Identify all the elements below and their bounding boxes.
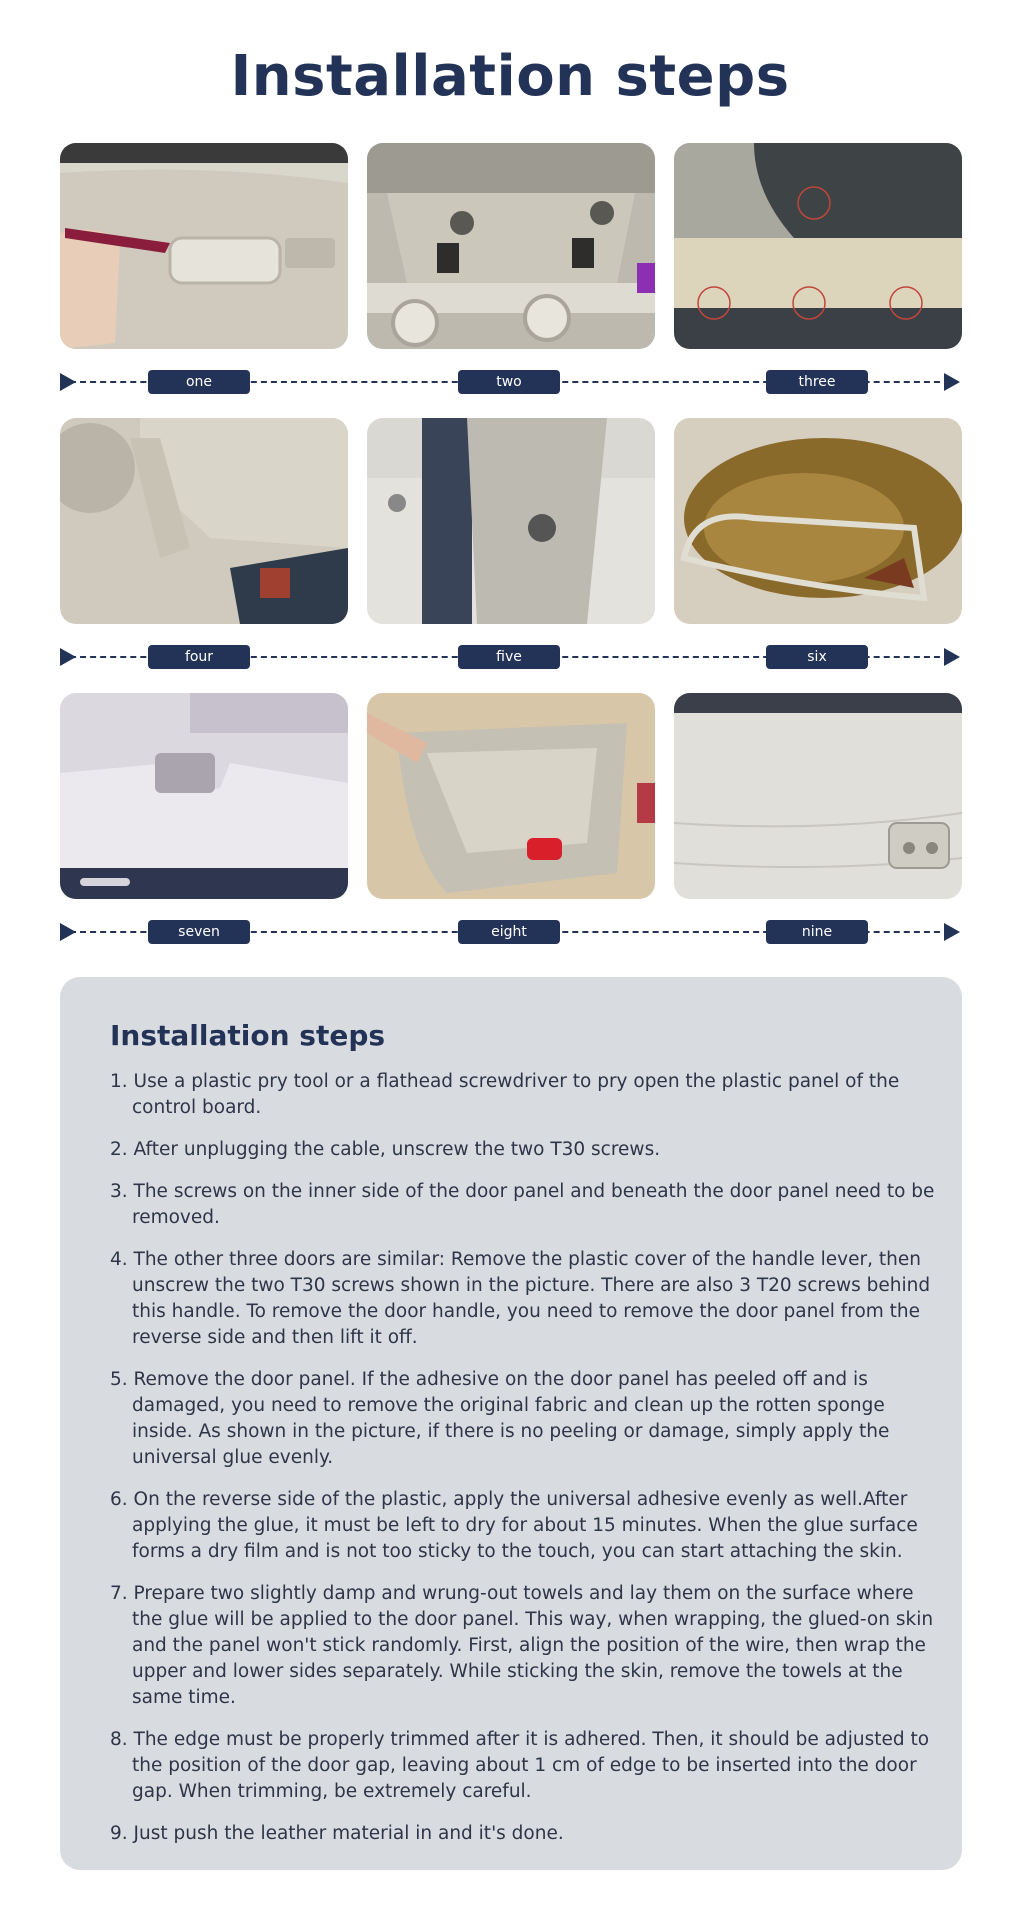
arrow-start-icon <box>60 373 76 391</box>
photo-step-five <box>367 418 655 624</box>
photo-row-3 <box>60 693 962 899</box>
step-item: 4. The other three doors are similar: Remove the plastic cover of the handle lever, then unscrew the two T30 screws shown in the picture. There are also 3 T20 screws behind this handle. To remove the door handle, you need to remove the door panel from the reverse side and then lift it off. <box>110 1249 931 1348</box>
step-label-two: two <box>458 370 560 394</box>
step-label-six: six <box>766 645 868 669</box>
step-label-one: one <box>148 370 250 394</box>
timeline-row-1 <box>60 368 960 396</box>
page-title: Installation steps <box>230 44 790 109</box>
photo-step-two <box>367 143 655 349</box>
step-label-nine: nine <box>766 920 868 944</box>
photo-step-one <box>60 143 348 349</box>
instructions-panel <box>60 977 962 1870</box>
step-label-seven: seven <box>148 920 250 944</box>
step-label-four: four <box>148 645 250 669</box>
step-label-three: three <box>766 370 868 394</box>
step-label-eight: eight <box>458 920 560 944</box>
photo-step-nine <box>674 693 962 899</box>
instructions-title: Installation steps <box>110 1019 386 1052</box>
step-item: 5. Remove the door panel. If the adhesive on the door panel has peeled off and is damaged, you need to remove the original fabric and clean up the rotten sponge inside. As shown in the picture, if there is no peeling or damage, simply apply the universal glue evenly. <box>110 1369 890 1468</box>
photo-step-seven <box>60 693 348 899</box>
photo-step-eight <box>367 693 655 899</box>
arrow-end-icon <box>944 373 960 391</box>
step-item: 3. The screws on the inner side of the door panel and beneath the door panel need to be removed. <box>110 1181 935 1228</box>
arrow-start-icon <box>60 923 76 941</box>
photo-row-2 <box>60 418 962 624</box>
photo-step-three <box>674 143 962 349</box>
step-label-five: five <box>458 645 560 669</box>
arrow-end-icon <box>944 648 960 666</box>
photo-row-1 <box>60 143 962 349</box>
step-item: 8. The edge must be properly trimmed after it is adhered. Then, it should be adjusted to the position of the door gap, leaving about 1 cm of edge to be inserted into the door gap. When trimming, be extremely careful. <box>110 1729 930 1802</box>
step-item: 6. On the reverse side of the plastic, apply the universal adhesive evenly as well.After applying the glue, it must be left to dry for about 15 minutes. When the glue surface forms a dry film and is not too sticky to the touch, you can start attaching the skin. <box>110 1489 918 1562</box>
step-item: 9. Just push the leather material in and it's done. <box>110 1823 564 1844</box>
timeline-row-3 <box>60 918 960 946</box>
photo-step-six <box>674 418 962 624</box>
arrow-end-icon <box>944 923 960 941</box>
timeline-row-2 <box>60 643 960 671</box>
steps-list <box>110 1069 940 1863</box>
photo-step-four <box>60 418 348 624</box>
step-item: 1. Use a plastic pry tool or a flathead screwdriver to pry open the plastic panel of the control board. <box>110 1071 900 1118</box>
step-item: 2. After unplugging the cable, unscrew the two T30 screws. <box>110 1139 661 1160</box>
arrow-start-icon <box>60 648 76 666</box>
step-item: 7. Prepare two slightly damp and wrung-out towels and lay them on the surface where the glue will be applied to the door panel. This way, when wrapping, the glued-on skin and the panel won't stick randomly. First, align the position of the wire, then wrap the upper and lower sides separately. While sticking the skin, remove the towels at the same time. <box>110 1583 934 1708</box>
